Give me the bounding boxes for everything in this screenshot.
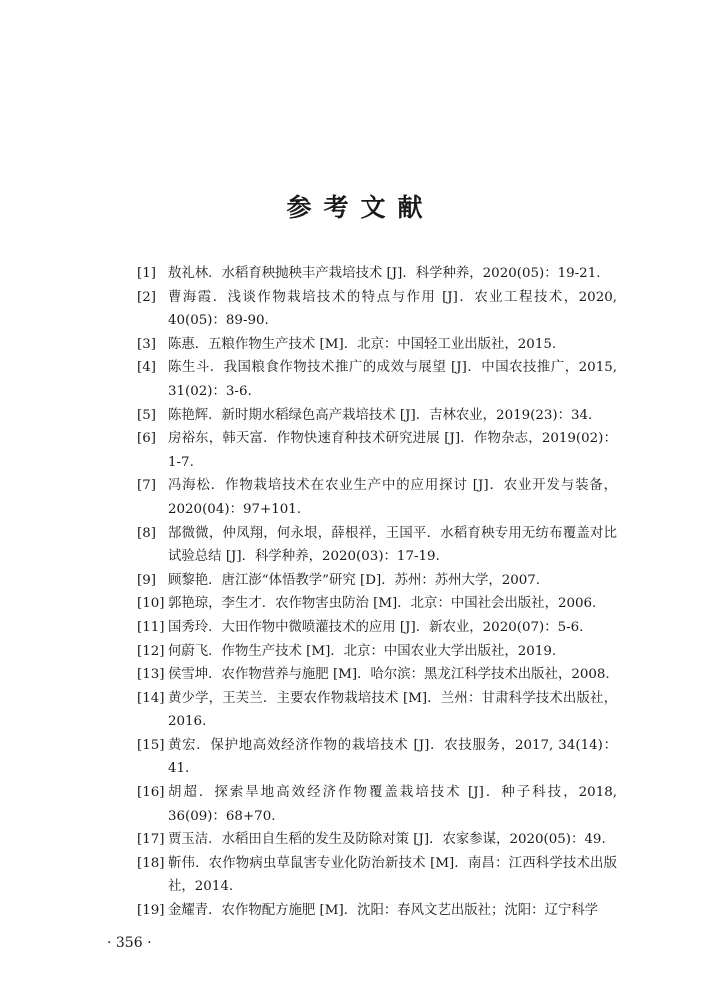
page-number: · 356 · [107, 935, 152, 951]
reference-text: 敖礼林．水稻育秧抛秧丰产栽培技术 [J]．科学种养，2020(05)：19-21. [168, 266, 601, 281]
reference-item [137, 852, 617, 899]
reference-text: 房裕东，韩天富．作物快速育种技术研究进展 [J]．作物杂志，2019(02)：1-7. [168, 431, 617, 470]
reference-number: [17] [137, 832, 165, 848]
reference-text: 金耀青．农作物配方施肥 [M]．沈阳：春风文艺出版社；沈阳：辽宁科学 [168, 903, 599, 919]
reference-text: 贾玉洁．水稻田自生稻的发生及防除对策 [J]．农家参谋，2020(05)：49. [168, 832, 606, 848]
reference-number: [10] [137, 596, 165, 612]
reference-item [137, 569, 617, 593]
reference-number: [13] [137, 667, 165, 683]
reference-list [137, 262, 617, 923]
reference-number: [5] [137, 407, 156, 423]
reference-number: [2] [137, 289, 156, 305]
reference-item [137, 663, 617, 687]
reference-text: 黄宏．保护地高效经济作物的栽培技术 [J]．农技服务，2017, 34(14)：41. [168, 737, 617, 777]
reference-text: 国秀玲．大田作物中微喷灌技术的应用 [J]．新农业，2020(07)：5-6. [168, 619, 584, 635]
reference-item [137, 640, 617, 664]
reference-item [137, 522, 617, 569]
reference-text: 靳伟．农作物病虫草鼠害专业化防治新技术 [M]．南昌：江西科学技术出版社，2014. [168, 855, 617, 895]
reference-text: 何蔚飞．作物生产技术 [M]．北京：中国农业大学出版社，2019. [168, 643, 557, 659]
reference-number: [1] [137, 266, 156, 281]
reference-item [137, 333, 617, 357]
reference-item [137, 828, 617, 852]
reference-number: [3] [137, 336, 156, 352]
reference-text: 郜微微，仲凤翔，何永垠，薛根祥，王国平．水稻育秧专用无纺布覆盖对比试验总结 [J]．科学种养，2020(03)：17-19. [168, 525, 617, 565]
reference-text: 陈生斗．我国粮食作物技术推广的成效与展望 [J]．中国农技推广，2015, 31(02)：3-6. [168, 360, 617, 399]
reference-number: [18] [137, 855, 165, 871]
reference-number: [11] [137, 619, 165, 635]
reference-text: 顾黎艳．唐江澎“体悟教学”研究 [D]．苏州：苏州大学，2007. [168, 572, 541, 588]
reference-number: [14] [137, 690, 165, 706]
reference-number: [12] [137, 643, 165, 659]
reference-number: [8] [137, 525, 156, 541]
reference-number: [15] [137, 737, 165, 753]
reference-number: [6] [137, 431, 156, 447]
reference-text: 黄少学，王芙兰．主要农作物栽培技术 [M]．兰州：甘肃科学技术出版社，2016. [168, 690, 617, 730]
reference-item [137, 286, 617, 333]
reference-item [137, 899, 617, 923]
reference-item [137, 474, 617, 521]
reference-text: 曹海霞．浅谈作物栽培技术的特点与作用 [J]．农业工程技术，2020, 40(05)：89-90. [168, 289, 617, 329]
reference-item [137, 734, 617, 781]
reference-text: 郭艳琼，李生才．农作物害虫防治 [M]．北京：中国社会出版社，2006. [168, 596, 597, 612]
page-title: 参考文献 [286, 193, 435, 222]
reference-item [137, 687, 617, 734]
reference-number: [7] [137, 478, 156, 494]
reference-item [137, 356, 617, 403]
reference-item [137, 616, 617, 640]
reference-number: [16] [137, 785, 165, 801]
reference-number: [4] [137, 360, 156, 376]
reference-item [137, 427, 617, 474]
reference-number: [9] [137, 572, 156, 588]
reference-item [137, 781, 617, 828]
reference-item [137, 404, 617, 428]
reference-number: [19] [137, 903, 165, 919]
reference-text: 冯海松．作物栽培技术在农业生产中的应用探讨 [J]．农业开发与装备，2020(04)：97+101. [168, 478, 617, 517]
reference-item [137, 592, 617, 616]
reference-text: 侯雪坤．农作物营养与施肥 [M]．哈尔滨：黑龙江科学技术出版社，2008. [168, 667, 610, 683]
reference-text: 陈惠．五粮作物生产技术 [M]．北京：中国轻工业出版社，2015. [168, 336, 557, 352]
reference-text: 陈艳辉．新时期水稻绿色高产栽培技术 [J]．吉林农业，2019(23)：34. [168, 407, 593, 423]
reference-item [137, 262, 617, 286]
reference-text: 胡超．探索旱地高效经济作物覆盖栽培技术 [J]．种子科技，2018, 36(09)：68+70. [168, 785, 617, 824]
